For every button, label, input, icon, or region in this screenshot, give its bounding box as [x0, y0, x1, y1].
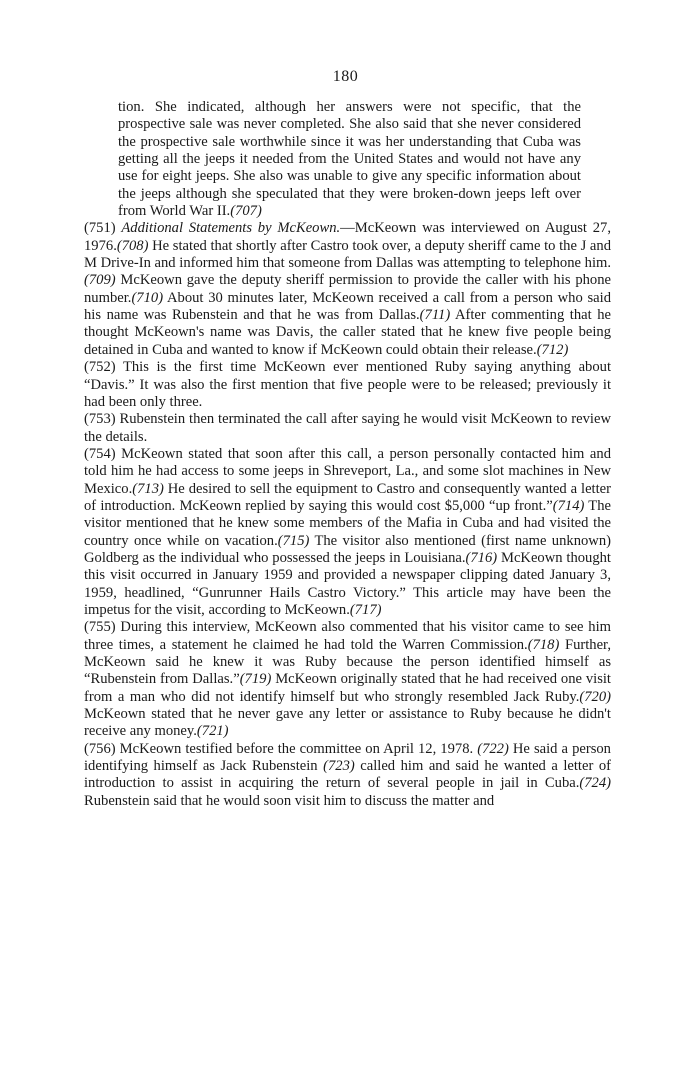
page-number: 180	[332, 68, 359, 85]
text-segment: After commenting that he thought McKeown's name was Davis, the caller stated that he knew five people being detained in Cuba and wanted to know if McKeown could obtain their release.	[84, 307, 611, 358]
text-segment: He stated that shortly after Castro took over, a deputy sheriff came to the J and M Drive-In and informed him that someone from Dallas was attempting to telephone him.	[84, 237, 611, 272]
footnote-ref: (717)	[349, 601, 382, 618]
text-segment: McKeown gave the deputy sheriff permission to provide the caller with his phone number.	[84, 272, 611, 306]
text-segment: (753) Rubenstein then terminated the call after saying he would visit McKeown to review the details.	[84, 411, 611, 445]
text-segment: The visitor also mentioned (first name unknown) Goldberg as the individual who possessed the jeeps in Louisiana.	[84, 532, 611, 566]
text-segment: —McKeown was interviewed on August 27, 1976.	[84, 220, 611, 254]
footnote-ref: (722)	[477, 740, 509, 757]
text-segment: Rubenstein said that he would soon visit him to discuss the matter and	[84, 792, 495, 809]
text-segment: He said a person identifying himself as Jack Rubenstein	[84, 740, 611, 775]
footnote-ref: (707)	[230, 203, 262, 220]
body-text	[84, 99, 611, 810]
text-segment: He desired to sell the equipment to Castro and consequently wanted a letter of introduction. McKeown replied by saying this would cost $5,000 “up front.”	[84, 480, 611, 514]
footnote-ref: (714)	[552, 497, 585, 514]
footnote-ref: (711)	[419, 307, 451, 324]
text-segment: McKeown originally stated that he had received one visit from a man who did not identify himself but who strongly resembled Jack Ruby.	[84, 671, 611, 705]
footnote-ref: (721)	[196, 723, 229, 740]
text-segment: called him and said he wanted a letter of introduction to assist in acquiring the return of several people in jail in Cuba.	[84, 758, 611, 792]
paragraph-752	[84, 359, 611, 411]
footnote-ref: (709)	[84, 272, 116, 289]
footnote-ref: (715)	[277, 532, 310, 549]
footnote-ref: (724)	[579, 775, 611, 792]
section-heading: Additional Statements by McKeown.	[121, 220, 341, 237]
text-segment: (754) McKeown stated that soon after this call, a person personally contacted him and told him he had access to some jeeps in Shreveport, La., and some slot machines in New Mexico.	[84, 445, 611, 497]
paragraph-753	[84, 411, 611, 446]
text-segment: (752) This is the first time McKeown ever mentioned Ruby saying anything about “Davis.” It was also the first mention that five people were to be released; previously it had been only three.	[84, 359, 611, 410]
text-segment: (755) During this interview, McKeown also commented that his visitor came to see him three times, a statement he claimed he had told the Warren Commission.	[84, 619, 611, 653]
text-segment: About 30 minutes later, McKeown received a call from a person who said his name was Rubenstein and that he was from Dallas.	[84, 289, 611, 324]
footnote-ref: (708)	[116, 237, 149, 254]
footnote-ref: (723)	[323, 758, 355, 775]
text-segment: McKeown stated that he never gave any letter or assistance to Ruby because he didn't receive any money.	[84, 706, 611, 740]
footnote-ref: (716)	[465, 549, 498, 566]
footnote-ref: (720)	[579, 688, 611, 705]
footnote-ref: (713)	[132, 480, 164, 497]
paragraph-quote	[118, 99, 581, 220]
text-segment: (751)	[84, 220, 122, 237]
text-segment: McKeown thought this visit occurred in January 1959 and provided a newspaper clipping dated January 3, 1959, headlined, “Gunrunner Hails Castro Victory.” This article may have been the impetus for the visit, according to McKeown.	[84, 549, 611, 618]
paragraph-751	[84, 220, 611, 359]
paragraph-755	[84, 619, 611, 740]
paragraph-756	[84, 741, 611, 810]
footnote-ref: (712)	[536, 341, 569, 358]
text-segment: (756) McKeown testified before the committee on April 12, 1978.	[84, 740, 478, 757]
text-segment: tion. She indicated, although her answers were not specific, that the prospective sale was never completed. She also said that she never considered the prospective sale worthwhile since it was her understanding that Cuba was getting all the jeeps it needed from the United States and would not have any use for eight jeeps. She also was unable to give any specific information about the jeeps although she speculated that they were broken-down jeeps left over from World War II.	[118, 99, 581, 220]
paragraph-754	[84, 446, 611, 619]
footnote-ref: (719)	[239, 671, 272, 688]
text-segment: Further, McKeown said he knew it was Ruby because the person identified himself as “Rubenstein from Dallas.”	[84, 636, 611, 688]
footnote-ref: (718)	[527, 636, 560, 653]
text-segment: The visitor mentioned that he knew some members of the Mafia in Cuba and had visited the country once while on vacation.	[84, 497, 611, 549]
footnote-ref: (710)	[131, 289, 164, 306]
